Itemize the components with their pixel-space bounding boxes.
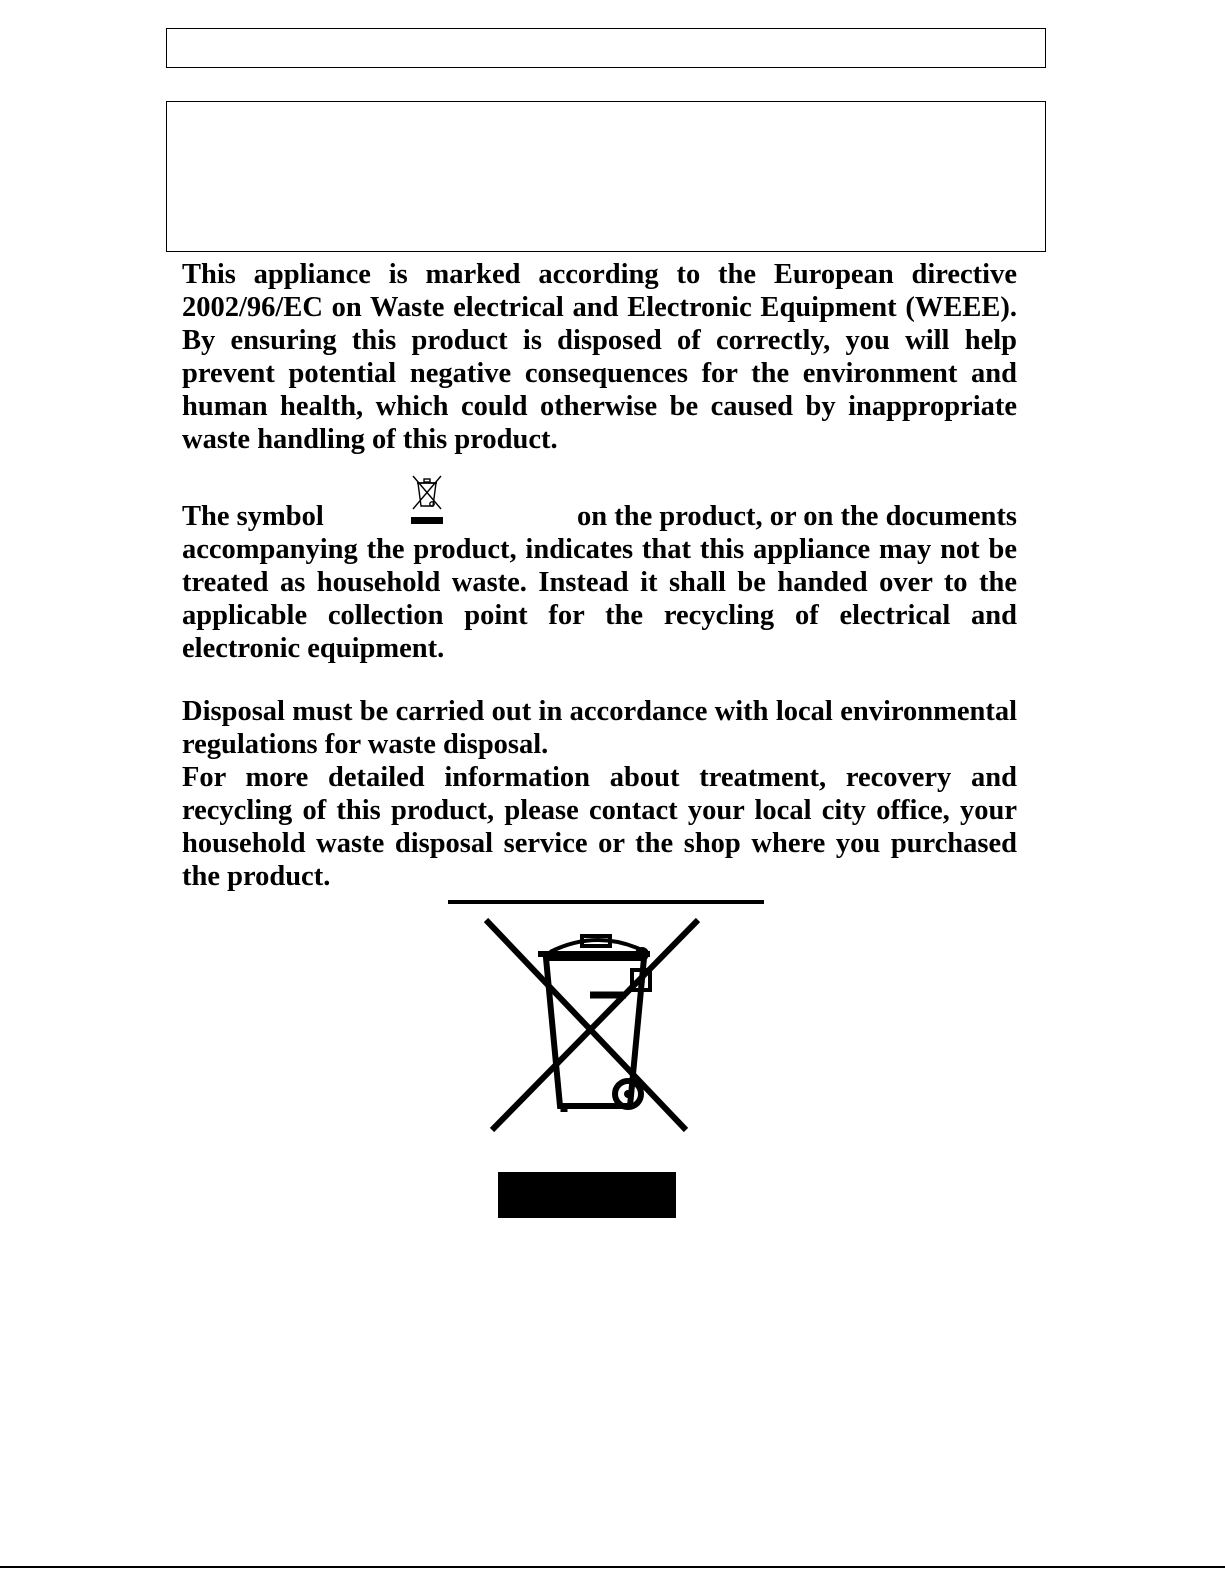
header-box [166,28,1046,68]
bottom-rule [0,1566,1225,1568]
more-information-paragraph: For more detailed information about treatment, recovery and recycling of this product, please contact your local city office, your household waste disposal service or the shop where you purchased the product. [182,762,1017,892]
weee-directive-paragraph: This appliance is marked according to the European directive 2002/96/EC on Waste electrical and Electronic Equipment (WEEE). By ensuring this product is disposed of correctly, you will help prevent potential negative consequences for the environment and human health, which could otherwise be caused by inappropriate waste handling of this product. [182,259,1017,455]
symbol-sentence-paragraph: accompanying the product, indicates that this appliance may not be treated as household waste. Instead it shall be handed over to the applicable collection point for the recycling of electrical and electronic equipment. [182,534,1017,664]
disposal-regulations-paragraph: Disposal must be carried out in accordance with local environmental regulations for waste disposal. [182,696,1017,760]
symbol-sentence-start: The symbol [182,501,324,532]
crossed-out-wheelie-bin-icon [405,473,449,529]
symbol-sentence-continuation: on the product, or on the documents [577,501,1017,532]
weee-bin-symbol-icon [446,898,766,1220]
title-box [166,101,1046,252]
